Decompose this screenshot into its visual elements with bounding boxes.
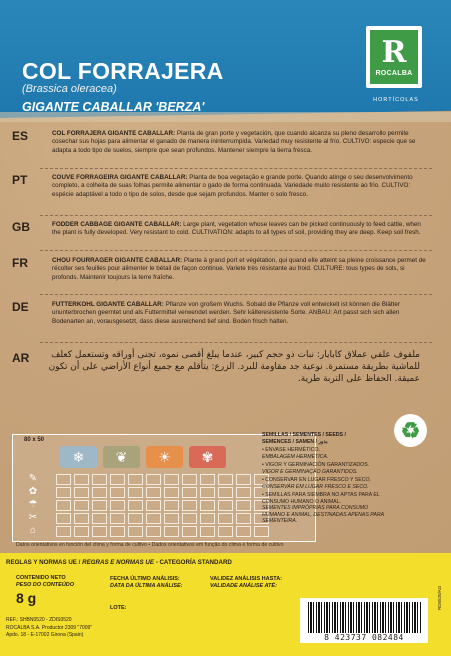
grid-cell xyxy=(56,500,71,511)
side-code: RD6520/AG xyxy=(437,585,442,610)
last-analysis-label: FECHA ÚLTIMO ANÁLISIS: DATA DA ÚLTIMA ANÁLISE: xyxy=(110,576,183,589)
grid-cell xyxy=(74,526,89,537)
grid-cell xyxy=(218,513,233,524)
grid-cell xyxy=(236,513,251,524)
grid-cell xyxy=(146,500,161,511)
grid-cell xyxy=(146,474,161,485)
recycle-icon: ♻ xyxy=(394,414,427,447)
logo-name: ROCALBA xyxy=(375,69,413,77)
brand-logo xyxy=(366,26,422,88)
grid-cell xyxy=(164,487,179,498)
divider xyxy=(40,250,432,251)
logo-letter: R xyxy=(381,34,407,70)
grid-cell xyxy=(182,513,197,524)
grid-cell xyxy=(200,513,215,524)
net-weight: 8 g xyxy=(16,590,37,606)
variety-name: GIGANTE CABALLAR 'BERZA' xyxy=(22,100,205,114)
grid-row xyxy=(56,487,272,498)
lot-label: LOTE: xyxy=(110,605,127,611)
description-text: FODDER CABBAGE GIGANTE CABALLAR: Large plant, vegetation whose leaves can be picked continuously to feed cattle, when the plant is fully developed. Very resistant to cold. CULTIVATION: adapts to all types of soil, providing they are deep. Keep soil fresh. xyxy=(52,221,421,237)
divider xyxy=(40,168,432,169)
divider xyxy=(40,294,432,295)
grid-cell xyxy=(56,487,71,498)
grid-cell xyxy=(74,474,89,485)
grid-cell xyxy=(218,474,233,485)
lang-code: PT xyxy=(12,173,28,187)
sun-icon: ☀ xyxy=(146,446,183,468)
leaf-icon: ❦ xyxy=(103,446,140,468)
grid-cell xyxy=(254,526,269,537)
grid-cell xyxy=(236,487,251,498)
grid-cell xyxy=(74,513,89,524)
description-text: FUTTERKOHL GIGANTE CABALLAR: Pflanze von großem Wuchs. Sobald die Pflanze voll entwickelt ist können die Blätter ununterbrochen geerntet und als Futtermittel verwendet werden. Sehr kälteresistente Sorte. ANBAU: Art passt sich sich allen Bodenarten an, vorausgesetzt, dass diese ausreichend tief sind. Boden frisch halten. xyxy=(52,301,400,325)
grid-cell xyxy=(92,474,107,485)
sowing-icon: ✎ xyxy=(28,473,38,484)
lang-code: FR xyxy=(12,256,28,270)
grid-cell xyxy=(92,500,107,511)
plant-spacing: 80 x 50 xyxy=(24,437,45,443)
grid-cell xyxy=(110,526,125,537)
eu-rules: REGLAS Y NORMAS UE / REGRAS E NORMAS UE - CATEGORÍA STANDARD xyxy=(6,559,232,566)
snowflake-icon: ❄ xyxy=(60,446,97,468)
grid-cell xyxy=(236,500,251,511)
grid-cell xyxy=(164,513,179,524)
grid-cell xyxy=(164,526,179,537)
divider xyxy=(40,215,432,216)
grid-cell xyxy=(92,513,107,524)
grid-row xyxy=(56,500,272,511)
grid-cell xyxy=(110,487,125,498)
greenhouse-icon: ⌂ xyxy=(29,525,37,536)
lang-code: GB xyxy=(12,220,30,234)
grid-cell xyxy=(236,526,251,537)
grid-cell xyxy=(200,474,215,485)
grid-cell xyxy=(128,526,143,537)
description-ar: ملفوف علفي عملاق كابايار: نبات ذو حجم كبير، عندما يبلغ أقصى نموه، تجنى أوراقه وتستعمل كعلف للماشية بطريقة مستمرة. نوعية جد مقاومة للبرد. الزرع: يتأقلم مع جميع أنواع الأراضي على أن تكون عميقة. الحفاظ على التربة طرية. xyxy=(48,350,420,384)
grid-cell xyxy=(110,474,125,485)
grid-cell xyxy=(128,513,143,524)
product-title: COL FORRAJERA xyxy=(22,58,224,84)
footnote: Datos orientativos en función del clima y forma de cultivo • Dados orientativos em função do clima e forma de cultivo xyxy=(16,542,284,548)
producer-info: REF.: SHBN0520 - ZDIS0520 ROCALBA S.A. Productor 2309 "7009" Apdo. 18 - E-17002 Girona (Spain) xyxy=(6,617,93,638)
maple-leaf-icon: ✾ xyxy=(189,446,226,468)
latin-name: (Brassica oleracea) xyxy=(22,83,117,95)
barcode-number: 8 423737 082484 xyxy=(324,633,404,642)
grid-cell xyxy=(164,474,179,485)
grid-cell xyxy=(236,474,251,485)
grid-cell xyxy=(182,500,197,511)
barcode-bars xyxy=(308,602,422,633)
description-text: CHOU FOURRAGER GIGANTE CABALLAR: Plante à grand port et végétation, qui quand elle atteint sa pleine croissance permet de récolter ses feuilles pour alimenter le bétail de façon continue. Variete très résistante au froid. CULTURE: tous types de sols, si profonds. Maintenir toujours la terre fraîche. xyxy=(52,257,426,281)
lang-code: AR xyxy=(12,351,30,365)
grid-cell xyxy=(218,526,233,537)
grid-cell xyxy=(128,500,143,511)
grid-cell xyxy=(74,487,89,498)
watering-icon: ☂ xyxy=(28,499,38,510)
grid-cell xyxy=(200,526,215,537)
grid-cell xyxy=(110,500,125,511)
grid-cell xyxy=(218,500,233,511)
barcode xyxy=(300,598,428,643)
divider xyxy=(40,342,432,343)
grid-cell xyxy=(146,526,161,537)
grid-cell xyxy=(128,474,143,485)
grid-cell xyxy=(92,526,107,537)
description-text: COUVE FORRAGEIRA GIGANTE CABALLAR: Planta de boa vegetação e grande porte. Quando atinge o seu desenvolvimento completo, a colheita de suas folhas permite alimentar o gado de forma continuada. Variedade muito resistente ao frio. CULTIVO: espécie adaptável a todo o tipo de solos, desde que sejam profundos. Manter o solo fresco. xyxy=(52,174,413,198)
grid-cell xyxy=(128,487,143,498)
transplant-icon: ✿ xyxy=(28,486,38,497)
lang-code: ES xyxy=(12,129,29,143)
grid-row xyxy=(56,526,272,537)
grid-cell xyxy=(56,474,71,485)
month-grid xyxy=(56,474,272,539)
description-text: COL FORRAJERA GIGANTE CABALLAR: Planta de gran porte y vegetación, que cuando alcanza su pleno desarrollo permite cosechar sus hojas para alimentar el ganado de manera ininterrumpida. Variedad muy resistente al frío. CULTIVO: especie que se adapta a todo tipo de suelos, siempre que sean profundos. Mantener siempre la tierra fresca. xyxy=(52,130,416,154)
grid-cell xyxy=(182,526,197,537)
grid-cell xyxy=(182,487,197,498)
grid-cell xyxy=(200,500,215,511)
grid-row xyxy=(56,474,272,485)
grid-cell xyxy=(146,487,161,498)
validity-label: VALIDEZ ANÁLISIS HASTA: VALIDADE ANÁLISE ATÉ: xyxy=(210,576,283,589)
grid-cell xyxy=(164,500,179,511)
grid-cell xyxy=(218,487,233,498)
grid-cell xyxy=(74,500,89,511)
grid-cell xyxy=(200,487,215,498)
grid-cell xyxy=(56,526,71,537)
net-content-label: CONTENIDO NETO PESO DO CONTEÚDO xyxy=(16,575,75,588)
harvest-icon: ✂ xyxy=(28,512,38,523)
brand-subtitle: HORTÍCOLAS xyxy=(373,97,419,103)
grid-cell xyxy=(56,513,71,524)
grid-cell xyxy=(110,513,125,524)
grid-row xyxy=(56,513,272,524)
grid-cell xyxy=(146,513,161,524)
lang-code: DE xyxy=(12,300,29,314)
grid-cell xyxy=(182,474,197,485)
seed-info: SEMILLAS / SEMENTES / SEEDS / SEMENCES / SAMEN / بذور • ENVASE HERMÉTICO. EMBALAGEM HERMÉTICA. • VIGOR Y GERMINACIÓN GARANTIZADOS. VIGOR E GERMINAÇÃO GARANTIDOS. • CONSERVAR EN LUGAR FRESCO Y SECO. CONSERVAR EM LUGAR FRESCO E SECO. • SEMILLAS PARA SIEMBRA NO APTAS PARA EL CONSUMO HUMANO O ANIMAL. SEMENTES IMPRÓPRIAS PARA CONSUMO HUMANO E ANIMAL, DESTINADAS APENAS PARA SEMENTEIRA. xyxy=(262,432,384,524)
grid-cell xyxy=(92,487,107,498)
